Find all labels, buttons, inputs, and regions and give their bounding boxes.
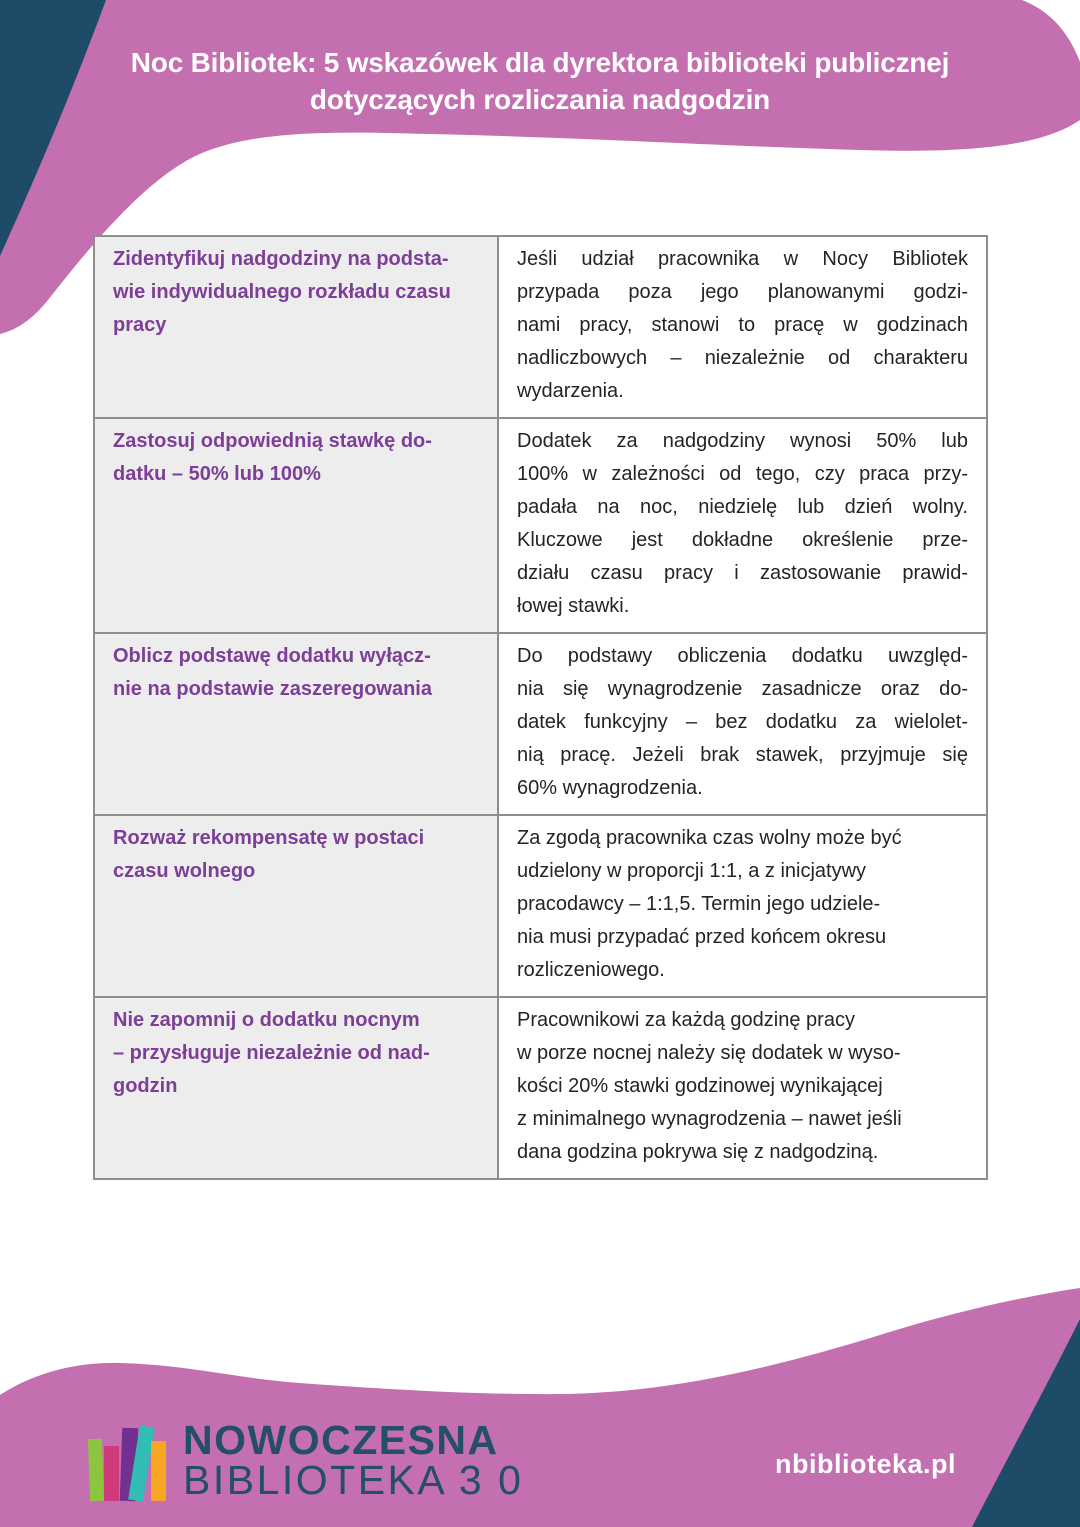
logo-name-bottom: BIBLIOTEKA 3 0 xyxy=(183,1457,524,1503)
tip-2-body xyxy=(499,419,986,632)
tip-4-heading xyxy=(95,816,499,996)
text-line: Pracownikowi za każdą godzinę pracy xyxy=(517,1009,855,1031)
text-line: Zidentyfikuj nadgodziny na podsta- xyxy=(113,248,449,270)
text-line: datek funkcyjny – bez dodatku za wielolet- xyxy=(517,711,968,733)
page-title xyxy=(0,44,1080,118)
text-line: Rozważ rekompensatę w postaci xyxy=(113,827,425,849)
table-row-5 xyxy=(95,996,986,1178)
tip-1-body xyxy=(499,237,986,417)
tips-table xyxy=(93,235,988,1180)
page-title-line-2: dotyczących rozliczania nadgodzin xyxy=(309,84,771,115)
text-line: pracodawcy – 1:1,5. Termin jego udziele- xyxy=(517,893,881,915)
text-line: padała na noc, niedzielę lub dzień wolny. xyxy=(517,496,968,518)
tip-3-body xyxy=(499,634,986,814)
logo-text xyxy=(183,1417,524,1503)
text-line: przypada poza jego planowanymi godzi- xyxy=(517,281,968,303)
text-line: łowej stawki. xyxy=(517,595,630,617)
text-line: Jeśli udział pracownika w Nocy Bibliotek xyxy=(517,248,968,270)
logo xyxy=(88,1417,524,1503)
table-row-1 xyxy=(95,237,986,417)
tip-1-heading xyxy=(95,237,499,417)
tip-4-body xyxy=(499,816,986,996)
text-line: nami pracy, stanowi to pracę w godzinach xyxy=(517,314,968,336)
text-line: 100% w zależności od tego, czy praca przy- xyxy=(517,463,968,485)
tip-5-body xyxy=(499,998,986,1178)
table-row-4 xyxy=(95,814,986,996)
tip-2-heading xyxy=(95,419,499,632)
table-row-2 xyxy=(95,417,986,632)
text-line: pracy xyxy=(113,314,167,336)
text-line: nią pracę. Jeżeli brak stawek, przyjmuje się xyxy=(517,744,968,766)
text-line: Do podstawy obliczenia dodatku uwzględ- xyxy=(517,645,968,667)
text-line: rozliczeniowego. xyxy=(517,959,665,981)
logo-name-top: NOWOCZESNA xyxy=(183,1417,499,1463)
text-line: Oblicz podstawę dodatku wyłącz- xyxy=(113,645,431,667)
text-line: nadliczbowych – niezależnie od charakteru xyxy=(517,347,968,369)
text-line: nia się wynagrodzenie zasadnicze oraz do- xyxy=(517,678,968,700)
text-line: nia musi przypadać przed końcem okresu xyxy=(517,926,887,948)
text-line: czasu wolnego xyxy=(113,860,256,882)
text-line: Zastosuj odpowiednią stawkę do- xyxy=(113,430,432,452)
text-line: udzielony w proporcji 1:1, a z inicjatywy xyxy=(517,860,867,882)
text-line: z minimalnego wynagrodzenia – nawet jeśli xyxy=(517,1108,902,1130)
text-line: w porze nocnej należy się dodatek w wyso- xyxy=(517,1042,901,1064)
text-line: dana godzina pokrywa się z nadgodziną. xyxy=(517,1141,879,1163)
text-line: kości 20% stawki godzinowej wynikającej xyxy=(517,1075,883,1097)
text-line: wydarzenia. xyxy=(517,380,624,402)
text-line: działu czasu pracy i zastosowanie prawid- xyxy=(517,562,968,584)
text-line: Za zgodą pracownika czas wolny może być xyxy=(517,827,902,849)
text-line: Kluczowe jest dokładne określenie prze- xyxy=(517,529,968,551)
table-row-3 xyxy=(95,632,986,814)
text-line: – przysługuje niezależnie od nad- xyxy=(113,1042,430,1064)
text-line: Dodatek za nadgodziny wynosi 50% lub xyxy=(517,430,968,452)
text-line: godzin xyxy=(113,1075,178,1097)
tip-3-heading xyxy=(95,634,499,814)
books-icon xyxy=(88,1421,170,1503)
text-line: wie indywidualnego rozkładu czasu xyxy=(113,281,451,303)
text-line: 60% wynagrodzenia. xyxy=(517,777,703,799)
page-title-line-1: Noc Bibliotek: 5 wskazówek dla dyrektora biblioteki publicznej xyxy=(130,47,950,78)
tip-5-heading xyxy=(95,998,499,1178)
website-url: nbiblioteka.pl xyxy=(775,1449,957,1479)
text-line: Nie zapomnij o dodatku nocnym xyxy=(113,1009,420,1031)
text-line: nie na podstawie zaszeregowania xyxy=(113,678,432,700)
text-line: datku – 50% lub 100% xyxy=(113,463,321,485)
